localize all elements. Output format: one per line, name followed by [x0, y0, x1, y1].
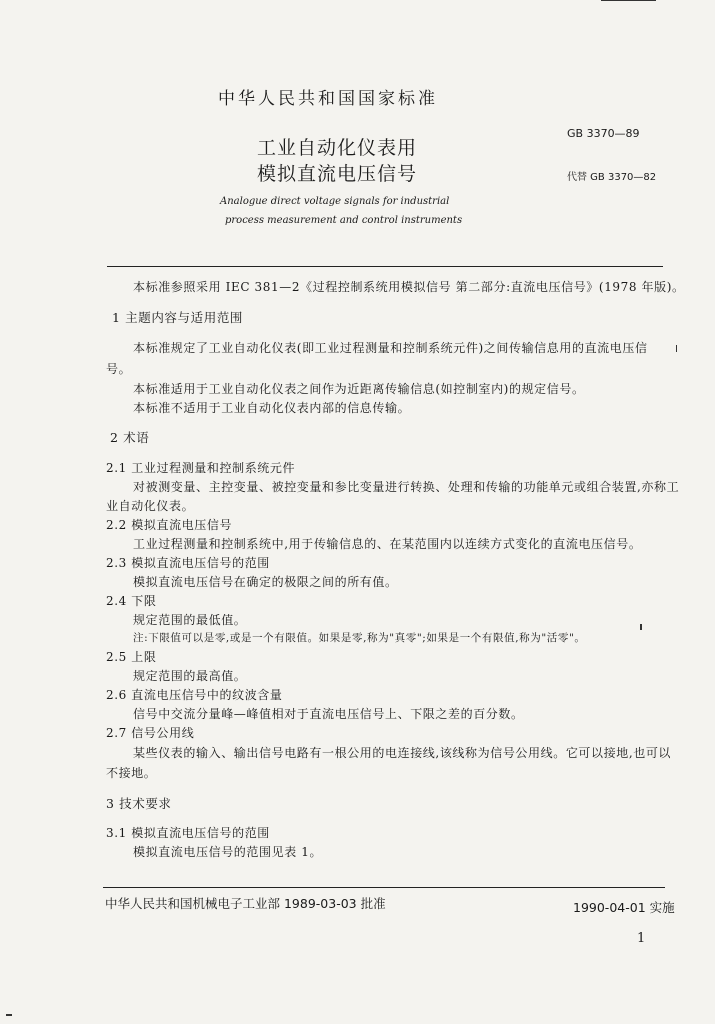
section-2-7-text-b: 不接地。: [106, 766, 157, 780]
section-2-5-heading: 2.5 上限: [106, 650, 157, 664]
section-2-4-note: 注:下限值可以是零,或是一个有限值。如果是零,称为"真零";如果是一个有限值,称为"活零"。: [133, 632, 586, 644]
standard-code: GB 3370—89: [567, 127, 640, 140]
section-2-4-text: 规定范围的最低值。: [133, 613, 247, 627]
footer-rule: [103, 887, 665, 888]
reference-statement: 本标准参照采用 IEC 381—2《过程控制系统用模拟信号 第二部分:直流电压信号》(1978 年版)。: [133, 280, 685, 294]
section-1-heading: 1 主题内容与适用范围: [112, 310, 244, 325]
header-rule: [107, 266, 663, 267]
section-2-5-text: 规定范围的最高值。: [133, 669, 247, 683]
section-2-1-heading: 2.1 工业过程测量和控制系统元件: [106, 461, 296, 475]
section-2-6-heading: 2.6 直流电压信号中的纹波含量: [106, 688, 283, 702]
approval-statement: 中华人民共和国机械电子工业部 1989-03-03 批准: [105, 896, 386, 911]
section-2-1-text-b: 业自动化仪表。: [106, 499, 195, 513]
section-2-3-text: 模拟直流电压信号在确定的极限之间的所有值。: [133, 575, 398, 589]
scan-mark-bottom: [6, 1014, 12, 1016]
section-2-6-text: 信号中交流分量峰—峰值相对于直流电压信号上、下限之差的百分数。: [133, 707, 524, 721]
section-3-heading: 3 技术要求: [106, 796, 172, 811]
section-2-1-text-a: 对被测变量、主控变量、被控变量和参比变量进行转换、处理和传输的功能单元或组合装置,亦称工: [133, 480, 680, 494]
page-number: 1: [637, 931, 646, 946]
section-1-paragraph-1a: 本标准规定了工业自动化仪表(即工业过程测量和控制系统元件)之间传输信息用的直流电压信: [133, 341, 648, 355]
section-3-1-text: 模拟直流电压信号的范围见表 1。: [133, 845, 323, 859]
section-2-heading: 2 术语: [110, 430, 150, 445]
section-1-paragraph-1b: 号。: [106, 362, 132, 376]
scan-mark-margin: [676, 345, 677, 352]
section-1-paragraph-2: 本标准适用于工业自动化仪表之间作为近距离传输信息(如控制室内)的规定信号。: [133, 382, 585, 396]
section-2-2-heading: 2.2 模拟直流电压信号: [106, 518, 233, 532]
section-2-7-heading: 2.7 信号公用线: [106, 726, 195, 740]
section-2-2-text: 工业过程测量和控制系统中,用于传输信息的、在某范围内以连续方式变化的直流电压信号。: [133, 537, 642, 551]
document-title-line-2: 模拟直流电压信号: [257, 163, 418, 185]
scan-mark-right: [640, 624, 642, 630]
national-standard-header: 中华人民共和国国家标准: [218, 89, 438, 109]
section-2-4-heading: 2.4 下限: [106, 594, 157, 608]
section-2-3-heading: 2.3 模拟直流电压信号的范围: [106, 556, 270, 570]
scan-mark-top: [601, 0, 656, 1]
section-2-7-text-a: 某些仪表的输入、输出信号电路有一根公用的电连接线,该线称为信号公用线。它可以接地,也可以: [133, 746, 672, 760]
section-3-1-heading: 3.1 模拟直流电压信号的范围: [106, 826, 270, 840]
english-title-line-1: Analogue direct voltage signals for industrial: [220, 196, 450, 207]
replaces-code: 代替 GB 3370—82: [567, 172, 657, 183]
document-title-line-1: 工业自动化仪表用: [257, 137, 418, 159]
section-1-paragraph-3: 本标准不适用于工业自动化仪表内部的信息传输。: [133, 401, 411, 415]
effective-date: 1990-04-01 实施: [573, 900, 675, 915]
english-title-line-2: process measurement and control instruments: [225, 215, 463, 226]
